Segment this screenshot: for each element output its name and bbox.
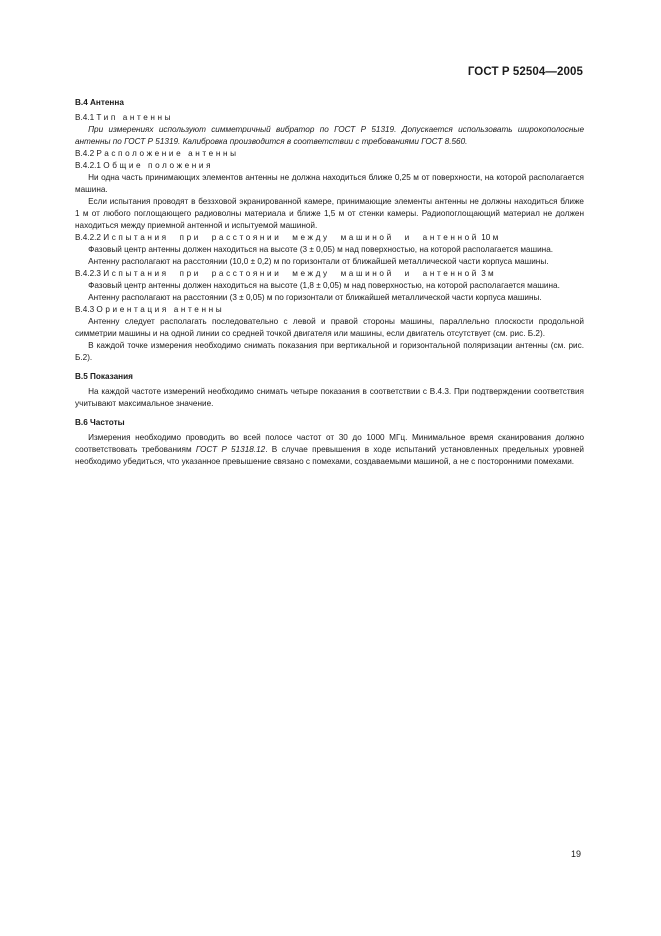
section-b41-text: При измерениях используют симметричный вибратор по ГОСТ Р 51319. Допускается использовать широкополосные антенны по ГОСТ Р 51319. Калибровка производится в соответствии с требованиями ГОСТ 8.560. [75, 125, 584, 146]
section-b6-text-a: Измерения необходимо проводить во всей полосе частот от 30 до 1000 МГц. Минимальное время сканирования должно соответствовать требованиям [75, 433, 584, 454]
section-b43-heading [75, 304, 584, 316]
section-b41-number: В.4.1 [75, 113, 95, 122]
section-b422-title: Испытания при расстоянии между машиной и антенной [103, 233, 479, 242]
section-b421-paragraph-2: Если испытания проводят в беззховой экранированной камере, принимающие элементы антенны не должны находиться ближе 1 м от любого поглощающего радиоволны материала и ближе 1,5 м от стенки камеры. Радиопоглощающий материал не должен находиться между приемной антенной и испытуемой машиной. [75, 197, 584, 230]
section-b42-heading [75, 148, 584, 160]
section-b422-heading [75, 232, 584, 244]
section-b6-title: В.6 Частоты [75, 418, 125, 427]
section-b5-title: В.5 Показания [75, 372, 133, 381]
section-b423-paragraph-2: Антенну располагают на расстоянии (3 ± 0,05) м по горизонтали от ближайшей металлической части корпуса машины. [88, 293, 542, 302]
section-b422-paragraph-1: Фазовый центр антенны должен находиться на высоте (3 ± 0,05) м над поверхностью, на которой располагается машина. [88, 245, 554, 254]
section-b42-number: В.4.2 [75, 149, 95, 158]
section-b422-number: В.4.2.2 [75, 233, 101, 242]
section-b423-heading [75, 268, 584, 280]
section-b43-paragraph-1: Антенну следует располагать последовательно с левой и правой стороны машины, параллельно плоскости продольной симметрии машины и на одной линии со средней точкой двигателя или машины, если двигатель отсутствует (см. рис. Б.2). [75, 317, 584, 338]
section-b4-title: В.4 Антенна [75, 98, 124, 107]
section-b421-heading [75, 160, 584, 172]
section-b43-number: В.4.3 [75, 305, 95, 314]
section-b43-title: Ориентация антенны [96, 305, 225, 314]
section-b6-paragraph-1 [75, 432, 584, 468]
section-b5-paragraph-1: На каждой частоте измерений необходимо снимать четыре показания в соответствии с В.4.3. При подтверждении соответствия учитывают максимальное значение. [75, 387, 584, 408]
section-b43-paragraph-2: В каждой точке измерения необходимо снимать показания при вертикальной и горизонтальной поляризации антенны (см. рис. Б.2). [75, 341, 584, 362]
section-b41-title: Тип антенны [96, 113, 174, 122]
section-b423-distance: 3 м [481, 269, 494, 278]
section-b421-title: Общие положения [103, 161, 214, 170]
section-b6-text-b: . В случае превышения в ходе испытаний установленных предельных уровней необходимо убедиться, что указанное превышение связано с помехами, создаваемыми машиной, а не с посторонними помехами. [75, 445, 584, 466]
section-b42-title: Расположение антенны [96, 149, 239, 158]
section-b422-paragraph-2: Антенну располагают на расстоянии (10,0 ± 0,2) м по горизонтали от ближайшей металлической части корпуса машины. [88, 257, 549, 266]
section-b423-paragraph-1: Фазовый центр антенны должен находиться на высоте (1,8 ± 0,05) м над поверхностью, на которой располагается машина. [88, 281, 560, 290]
section-b422-distance: 10 м [481, 233, 499, 242]
section-b421-paragraph-1: Ни одна часть принимающих элементов антенны не должна находиться ближе 0,25 м от поверхности, на которой располагается машина. [75, 173, 584, 194]
section-b423-number: В.4.2.3 [75, 269, 101, 278]
standard-header: ГОСТ Р 52504—2005 [467, 66, 583, 78]
page-number: 19 [570, 849, 581, 859]
page-content [75, 95, 584, 468]
section-b41-heading [75, 112, 584, 124]
section-b6-standard-reference: ГОСТ Р 51318.12 [195, 445, 266, 454]
section-b421-number: В.4.2.1 [75, 161, 101, 170]
section-b423-title: Испытания при расстоянии между машиной и антенной [103, 269, 479, 278]
